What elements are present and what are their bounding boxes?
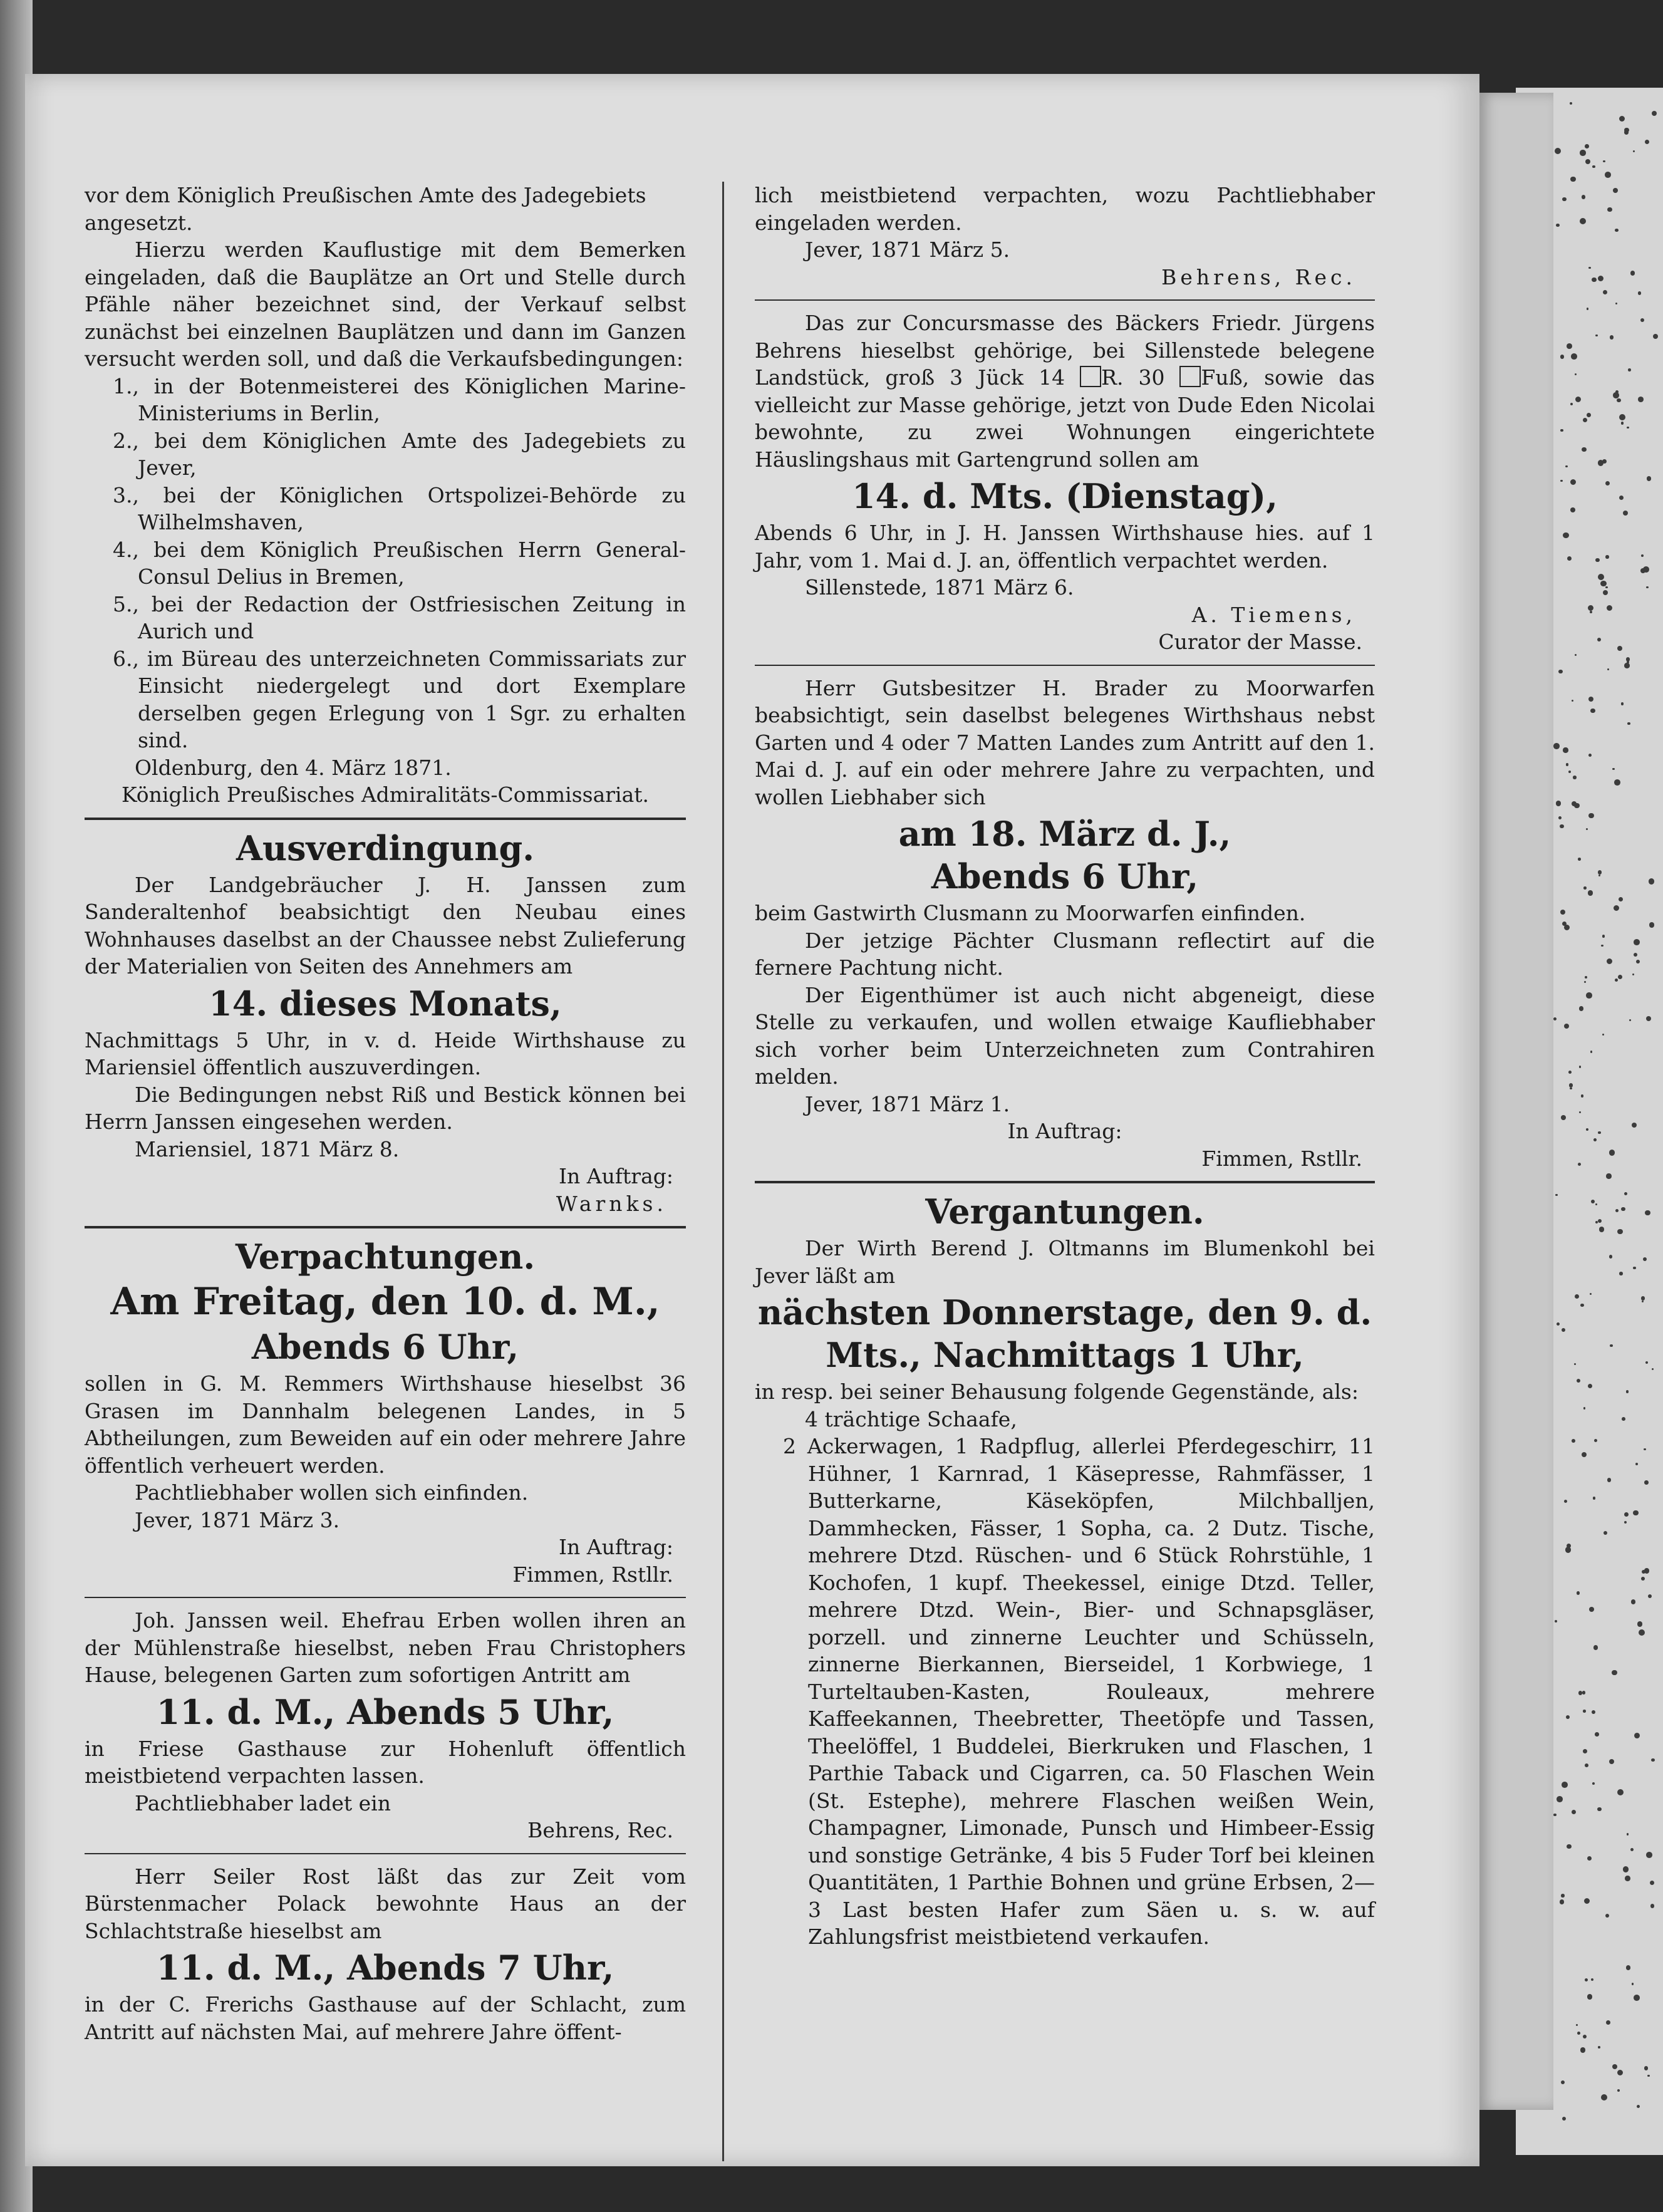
speckle: [1564, 1500, 1567, 1503]
speckle: [1560, 429, 1563, 432]
speckle: [1623, 1866, 1629, 1872]
speckle: [1590, 1293, 1592, 1295]
speckle: [1598, 1131, 1601, 1135]
speckle: [1606, 1173, 1611, 1178]
date-heading: 11. d. M., Abends 7 Uhr,: [156, 1948, 614, 1988]
speckle: [1633, 1510, 1638, 1515]
speckle: [1601, 2094, 1607, 2100]
notice-text: lich meistbietend verpachten, wozu Pachtliebhaber eingeladen werden.: [755, 183, 1375, 235]
speckle: [1555, 1620, 1557, 1623]
speckle: [1605, 1914, 1609, 1918]
speckle: [1592, 278, 1596, 282]
speckle: [1644, 1480, 1648, 1484]
speckle: [1646, 586, 1649, 589]
speckle: [1562, 1782, 1568, 1788]
speckle: [1605, 555, 1609, 558]
speckle: [1617, 1789, 1624, 1795]
date-heading: nächsten Donnerstage, den 9. d.: [757, 1292, 1372, 1332]
intro-line: angesetzt.: [85, 210, 193, 235]
speckle: [1556, 224, 1559, 227]
notice-text: Die Bedingungen nebst Riß und Bestick können bei Herrn Janssen eingesehen werden.: [85, 1082, 686, 1134]
speckle: [1589, 1607, 1594, 1612]
notice-text: Der Landgebräucher J. H. Janssen zum Sanderaltenhof beabsichtigt den Neubau eines Wohnhauses daselbst an der Chaussee nebst Zulieferung der Materialien von Seiten des Annehmers am: [85, 872, 686, 979]
speckle: [1637, 2105, 1640, 2108]
notice-text: Der Eigenthümer ist auch nicht abgeneigt, diese Stelle zu verkaufen, und wollen etwaige Kaufliebhaber sich vorher beim Unterzeichneten zum Contrahiren melden.: [755, 982, 1375, 1089]
list-item: 1., in der Botenmeisterei des Königlichen Marine-Ministeriums in Berlin,: [113, 373, 686, 425]
notice-text: Abends 6 Uhr, in J. H. Janssen Wirthshause hies. auf 1 Jahr, vom 1. Mai d. J. an, öffentlich verpachtet werden.: [755, 521, 1375, 573]
speckle: [1560, 480, 1563, 482]
list-item: 2., bei dem Königlichen Amte des Jadegebiets zu Jever,: [113, 428, 686, 480]
speckle: [1587, 413, 1591, 417]
auftrag-label: In Auftrag:: [558, 1164, 673, 1188]
intro-line: vor dem Königlich Preußischen Amte des Jadegebiets: [85, 183, 646, 207]
speckle: [1583, 886, 1587, 890]
list-item: 4., bei dem Königlich Preußischen Herrn General-Consul Delius in Bremen,: [113, 537, 686, 589]
list-item: 4 trächtige Schaafe,: [805, 1406, 1017, 1431]
speckle: [1615, 390, 1619, 393]
notice-text: Pachtliebhaber wollen sich einfinden.: [135, 1480, 529, 1505]
speckle: [1603, 1531, 1607, 1535]
place-date: Mariensiel, 1871 März 8.: [135, 1136, 400, 1161]
speckle: [1644, 1568, 1649, 1573]
date-heading: Am Freitag, den 10. d. M.,: [110, 1280, 660, 1324]
speckle: [1561, 1115, 1566, 1120]
speckle: [1583, 418, 1587, 422]
speckle: [1598, 870, 1602, 874]
date-heading: 11. d. M., Abends 5 Uhr,: [156, 1691, 614, 1732]
speckle: [1607, 207, 1612, 212]
speckle: [1615, 1209, 1619, 1212]
speckle: [1609, 1255, 1612, 1258]
speckle: [1633, 1267, 1635, 1269]
speckle: [1570, 1088, 1572, 1090]
section-rule: [85, 1853, 686, 1854]
speckle: [1580, 218, 1586, 224]
speckle: [1643, 566, 1649, 573]
speckle: [1621, 422, 1624, 425]
notice-text: in resp. bei seiner Behausung folgende Gegenstände, als:: [755, 1379, 1359, 1404]
speckle: [1626, 657, 1630, 661]
speckle: [1624, 1521, 1627, 1524]
speckle: [1624, 1192, 1627, 1195]
speckle: [1641, 1296, 1645, 1300]
notice-text: Nachmittags 5 Uhr, in v. d. Heide Wirthshause zu Mariensiel öffentlich auszuverdingen.: [85, 1027, 686, 1079]
speckle: [1630, 1848, 1634, 1851]
speckle: [1612, 768, 1615, 771]
speckle: [1638, 397, 1644, 402]
auftrag-label: In Auftrag:: [1007, 1119, 1122, 1143]
section-heading: Vergantungen.: [925, 1192, 1205, 1232]
section-heading: Ausverdingung.: [236, 828, 535, 868]
speckle: [1588, 890, 1593, 896]
speckle: [1588, 267, 1591, 269]
speckle: [1609, 1150, 1615, 1155]
speckle: [1630, 271, 1635, 276]
speckle: [1570, 507, 1575, 512]
section-rule: [755, 1181, 1375, 1183]
date-heading: am 18. März d. J.,: [898, 814, 1231, 854]
notice-text: Joh. Janssen weil. Ehefrau Erben wollen ihren an der Mühlenstraße hieselbst, neben Frau Christophers Hause, belegenen Garten zum sofortigen Antritt am: [85, 1608, 686, 1687]
auftrag-label: In Auftrag:: [558, 1535, 673, 1559]
place-date: Jever, 1871 März 3.: [135, 1507, 340, 1532]
speckle: [1556, 801, 1561, 806]
speckle: [1585, 976, 1587, 979]
speckle: [1569, 1083, 1573, 1087]
speckle: [1639, 1629, 1645, 1636]
speckle: [1586, 992, 1592, 999]
speckle: [1626, 1390, 1629, 1393]
speckle: [1560, 824, 1563, 828]
speckle: [1600, 581, 1606, 586]
speckle: [1585, 1978, 1588, 1981]
date-heading: Abends 6 Uhr,: [931, 856, 1199, 896]
speckle: [1644, 1448, 1646, 1451]
notice-text: Der jetzige Pächter Clusmann reflectirt auf die fernere Pachtung nicht.: [755, 928, 1375, 980]
column-divider: [722, 182, 724, 2161]
list-item: 6., im Büreau des unterzeichneten Commissariats zur Einsicht niedergelegt und dort Exemplare derselben gegen Erlegung von 1 Sgr. zu erhalten sind.: [113, 646, 686, 752]
speckle: [1568, 1071, 1572, 1074]
notice-text: Herr Gutsbesitzer H. Brader zu Moorwarfen beabsichtigt, sein daselbst belegenes Wirthshaus nebst Garten und 4 oder 7 Matten Landes zum Antritt auf den 1. Mai d. J. auf ein oder mehrere Jahre zu verpachten, und wollen Liebhaber sich: [755, 675, 1375, 809]
notice-text: [755, 309, 1375, 473]
speckle: [1650, 1904, 1654, 1908]
speckle: [1578, 858, 1581, 861]
notice-text: beim Gastwirth Clusmann zu Moorwarfen einfinden.: [755, 901, 1306, 925]
signature: Königlich Preußisches Admiralitäts-Commissariat.: [121, 782, 650, 807]
speckle: [1640, 318, 1644, 322]
speckle: [1595, 335, 1597, 336]
list-item: 5., bei der Redaction der Ostfriesischen Zeitung in Aurich und: [113, 591, 686, 643]
speckle: [1621, 702, 1624, 705]
speckle: [1553, 743, 1560, 749]
speckle: [1592, 1782, 1595, 1785]
speckle: [1636, 960, 1640, 963]
speckle: [1649, 878, 1654, 884]
speckle: [1555, 1194, 1558, 1197]
section-rule: [755, 299, 1375, 301]
speckle: [1579, 1006, 1583, 1010]
speckle: [1605, 172, 1611, 178]
signer: Fimmen, Rstllr.: [512, 1562, 673, 1587]
speckle: [1618, 975, 1622, 979]
notice-text: Der Wirth Berend J. Oltmanns im Blumenkohl bei Jever läßt am: [755, 1236, 1375, 1288]
place-date: Oldenburg, den 4. März 1871.: [135, 755, 452, 780]
signer-title: Curator der Masse.: [1158, 630, 1362, 654]
speckle: [1626, 1965, 1631, 1970]
speckle: [1581, 1094, 1583, 1097]
speckle: [1607, 668, 1609, 670]
speckle: [1617, 2089, 1620, 2092]
speckle: [1597, 1807, 1601, 1811]
speckle: [1606, 2020, 1610, 2025]
speckle: [1567, 343, 1572, 349]
section-rule: [85, 818, 686, 820]
speckle: [1637, 1621, 1642, 1626]
speckle: [1653, 334, 1659, 340]
speckle: [1595, 1203, 1597, 1205]
notice-text: sollen in G. M. Remmers Wirthshause hieselbst 36 Grasen im Dannhalm belegenen Landes, in 5 Abtheilungen, zum Beweiden auf ein oder mehrere Jahre öffentlich verheuert werden.: [85, 1371, 686, 1478]
speckle: [1572, 1439, 1575, 1443]
notice-text: Pachtliebhaber ladet ein: [135, 1790, 391, 1815]
place-date: Jever, 1871 März 1.: [805, 1091, 1010, 1116]
speckle: [1599, 1227, 1604, 1232]
page-edge-right: [1479, 93, 1553, 2110]
speckle: [1649, 922, 1655, 928]
speckle: [1583, 1710, 1586, 1713]
speckle: [1568, 771, 1571, 773]
speckle: [1628, 368, 1631, 371]
date-heading: 14. d. Mts. (Dienstag),: [852, 476, 1278, 516]
date-heading: Abends 6 Uhr,: [251, 1327, 519, 1367]
speckle: [1590, 709, 1595, 713]
speckle: [1595, 1732, 1599, 1737]
speckle: [1582, 447, 1587, 452]
speckle: [1557, 1796, 1563, 1802]
speckle: [1585, 1763, 1588, 1767]
notice-text: in Friese Gasthause zur Hohenluft öffentlich meistbietend verpachten lassen.: [85, 1736, 686, 1788]
speckle: [1603, 160, 1605, 163]
speckle: [1641, 1577, 1645, 1581]
speckle: [1645, 1361, 1648, 1364]
speckle: [1605, 586, 1608, 589]
speckle: [1574, 1363, 1576, 1365]
speckle: [1558, 670, 1562, 673]
signer: Behrens, Rec.: [1161, 264, 1356, 289]
place-date: Sillenstede, 1871 März 6.: [805, 575, 1074, 600]
speckle: [1565, 465, 1568, 468]
signer: Fimmen, Rstllr.: [1201, 1146, 1362, 1171]
speckle: [1652, 1368, 1654, 1370]
right-column: [755, 182, 1375, 1951]
speckle: [1612, 1670, 1617, 1675]
speckle: [1598, 276, 1603, 281]
square-symbol-icon: [1179, 366, 1201, 387]
signer: Warnks.: [556, 1191, 667, 1216]
speckle: [1634, 1995, 1640, 2001]
speckle: [1563, 747, 1568, 752]
speckle: [1586, 828, 1588, 830]
speckle: [1615, 229, 1618, 232]
speckle: [1633, 150, 1635, 152]
list-item: 3., bei der Königlichen Ortspolizei-Behörde zu Wilhelmshaven,: [113, 482, 686, 534]
date-heading: Mts., Nachmittags 1 Uhr,: [826, 1335, 1304, 1375]
section-rule: [85, 1226, 686, 1228]
speckle: [1598, 2046, 1600, 2048]
notice-text: Herr Seiler Rost läßt das zur Zeit vom Bürstenmacher Polack bewohnte Haus an der Schlachtstraße hieselbst am: [85, 1864, 686, 1943]
section-rule: [755, 665, 1375, 666]
speckle: [1607, 1478, 1611, 1482]
speckle: [1645, 1210, 1650, 1216]
place-date: Jever, 1871 März 5.: [805, 237, 1010, 262]
intro-paragraph: Hierzu werden Kauflustige mit dem Bemerken eingeladen, daß die Bauplätze an Ort und Stelle durch Pfähle näher bezeichnet sind, der Verkauf selbst zunächst bei einzelnen Bauplätzen und dann im Ganzen versucht werden soll, und daß die Verkaufsbedingungen:: [85, 237, 686, 371]
speckle: [1575, 654, 1577, 656]
speckle: [1632, 974, 1634, 975]
speckle: [1570, 177, 1576, 182]
notice-text-part: Fuß, sowie das vielleicht zur Masse gehörige, jetzt von Dude Eden Nicolai bewohnte, zu zwei Wohnungen eingerichtete Häuslingshaus mit Gartengrund sollen am: [755, 365, 1375, 472]
speckle: [1558, 816, 1562, 819]
speckle: [1641, 554, 1644, 557]
speckle: [1562, 197, 1566, 201]
speckle: [1585, 144, 1589, 148]
date-heading: 14. dieses Monats,: [209, 983, 562, 1024]
speckle: [1619, 116, 1625, 122]
signer: Behrens, Rec.: [527, 1818, 673, 1842]
speckle: [1625, 1876, 1630, 1881]
speckle: [1582, 195, 1585, 199]
speckle: [1587, 1994, 1592, 1999]
speckle: [1627, 427, 1629, 429]
speckle: [1610, 335, 1614, 339]
speckle: [1590, 611, 1592, 613]
section-heading: Verpachtungen.: [235, 1237, 536, 1277]
speckle: [1634, 939, 1640, 945]
signer: A. Tiemens,: [1191, 602, 1356, 627]
speckle: [1648, 1594, 1652, 1598]
speckle: [1635, 1463, 1638, 1465]
speckle: [1580, 150, 1585, 155]
speckle: [1580, 2047, 1585, 2052]
speckle: [1561, 1894, 1565, 1898]
speckle: [1617, 398, 1621, 403]
speckle: [1624, 1512, 1629, 1517]
speckle: [1565, 1547, 1571, 1552]
speckle: [1627, 661, 1629, 663]
speckle: [1560, 355, 1564, 358]
speckle: [1579, 1066, 1582, 1068]
speckle: [1564, 1024, 1569, 1029]
notice-text-part: R. 30: [1101, 365, 1165, 390]
square-symbol-icon: [1080, 366, 1101, 387]
speckle: [1624, 663, 1630, 668]
notice-text: in der C. Frerichs Gasthause auf der Schlacht, zum Antritt auf nächsten Mai, auf mehrere Jahre öffent-: [85, 1992, 686, 2044]
speckle: [1573, 776, 1576, 779]
section-rule: [85, 1597, 686, 1598]
speckle: [1587, 1856, 1592, 1861]
speckle: [1598, 574, 1604, 580]
notice-text-part: Das zur Concursmasse des Bäckers Friedr. Jürgens Behrens hieselbst gehörige, bei Sillenstede belegene Landstück, groß 3 Jück 14: [755, 311, 1375, 390]
left-column: [85, 182, 686, 2045]
speckle: [1588, 813, 1593, 818]
speckle: [1619, 1272, 1622, 1275]
speckle: [1645, 140, 1649, 144]
speckle: [1578, 1691, 1582, 1695]
speckle: [1652, 111, 1657, 116]
list-item: 2 Ackerwagen, 1 Radpflug, allerlei Pferdegeschirr, 11 Hühner, 1 Karnrad, 1 Käsepresse, Rahmfässer, 1 Butterkarne, Käseköpfen, Milchballjen, Dammhecken, Fässer, 1 Sopha, ca. 2 Dutz. Tische, mehrere Dtzd. Rüschen- und 6 Stück Rohrstühle, 1 Kochofen, 1 kupf. Theekessel, einige Dtzd. Teller, mehrere Dtzd. Wein-, Bier- und Schnapsgläser, porzell. und zinnerne Leuchter und Schüsseln, zinnerne Bierkannen, Bierseidel, 1 Korbwiege, 1 Turteltauben-Kasten, Rouleaux, mehrere Kaffeekannen, Theebretter, Theetöpfe und Tassen, Theelöffel, 1 Buddelei, Bierkruken und Flaschen, 1 Parthie Taback und Cigarren, ca. 50 Flaschen Wein (St. Estephe), mehrere Flaschen weißen Wein, Champagner, Limonade, Punsch und Himbeer-Essig und sonstige Getränke, 4 bis 5 Fuder Torf bei kleinen Quantitäten, 1 Parthie Bohnen und grüne Erbsen, 2—3 Last besten Hafer zum Säen u. s. w. auf Zahlungsfrist meistbietend verkaufen.: [783, 1434, 1375, 1949]
speckle: [1595, 558, 1599, 562]
